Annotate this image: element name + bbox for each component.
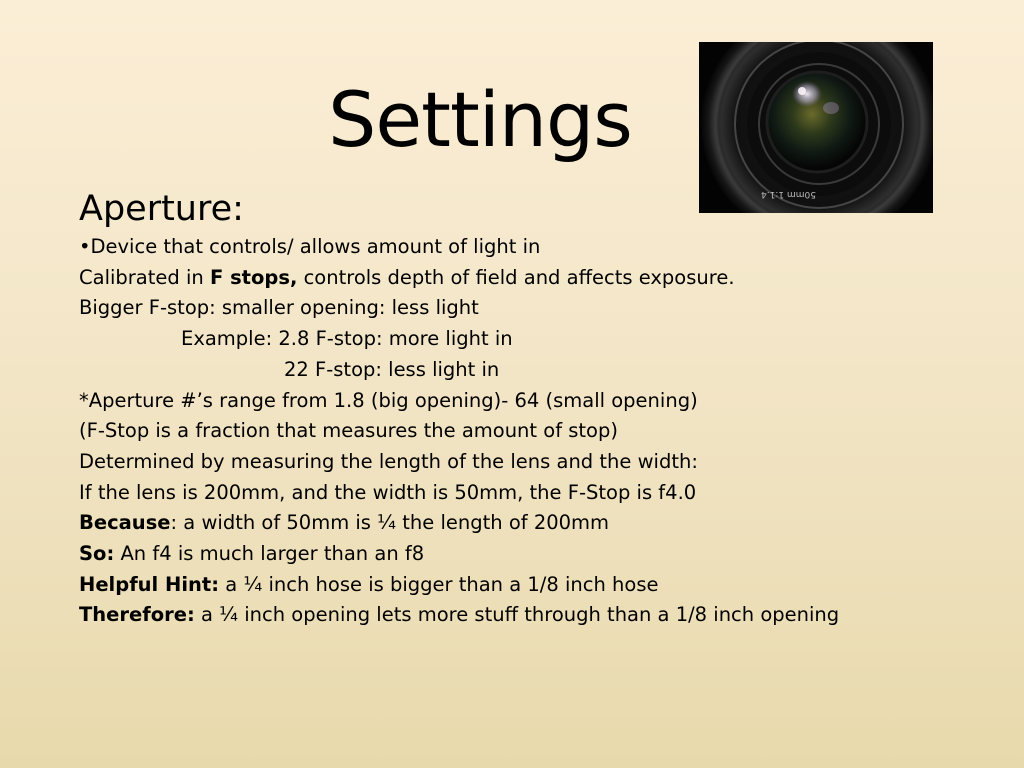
- bold-term: Therefore:: [79, 603, 195, 627]
- text-line: [79, 539, 979, 570]
- slide-body: [79, 186, 979, 631]
- text-line: Example: 2.8 F-stop: more light in: [181, 327, 513, 351]
- text-line: *Aperture #’s range from 1.8 (big opening)- 64 (small opening): [79, 388, 698, 412]
- text-line: [79, 570, 979, 601]
- bold-term: So:: [79, 542, 115, 566]
- text-run: a ¼ inch opening lets more stuff through than a 1/8 inch opening: [194, 603, 840, 627]
- bold-term: F stops,: [209, 265, 298, 289]
- text-run: : a width of 50mm is ¼ the length of 200mm: [170, 511, 610, 535]
- text-run: controls depth of field and affects exposure.: [297, 265, 735, 289]
- text-line: [79, 600, 979, 631]
- text-line: Bigger F-stop: smaller opening: less light: [79, 296, 479, 320]
- slide-title: Settings: [328, 75, 632, 164]
- lens-ring-text: 50mm 1:1.4: [761, 189, 816, 199]
- text-line: [79, 263, 979, 294]
- section-heading: Aperture:: [79, 189, 244, 229]
- text-line: Determined by measuring the length of the lens and the width:: [79, 449, 698, 473]
- text-run: An f4 is much larger than an f8: [114, 542, 425, 566]
- text-line: (F-Stop is a fraction that measures the amount of stop): [79, 419, 618, 443]
- text-run: a ¼ inch hose is bigger than a 1/8 inch hose: [219, 572, 659, 596]
- bold-term: Because: [79, 511, 171, 535]
- bold-term: Helpful Hint:: [79, 572, 220, 596]
- text-line: 22 F-stop: less light in: [284, 357, 500, 381]
- text-line: If the lens is 200mm, and the width is 50mm, the F-Stop is f4.0: [79, 480, 697, 504]
- text-line: [79, 508, 979, 539]
- text-line: •Device that controls/ allows amount of light in: [79, 235, 541, 258]
- text-run: Calibrated in: [79, 265, 210, 289]
